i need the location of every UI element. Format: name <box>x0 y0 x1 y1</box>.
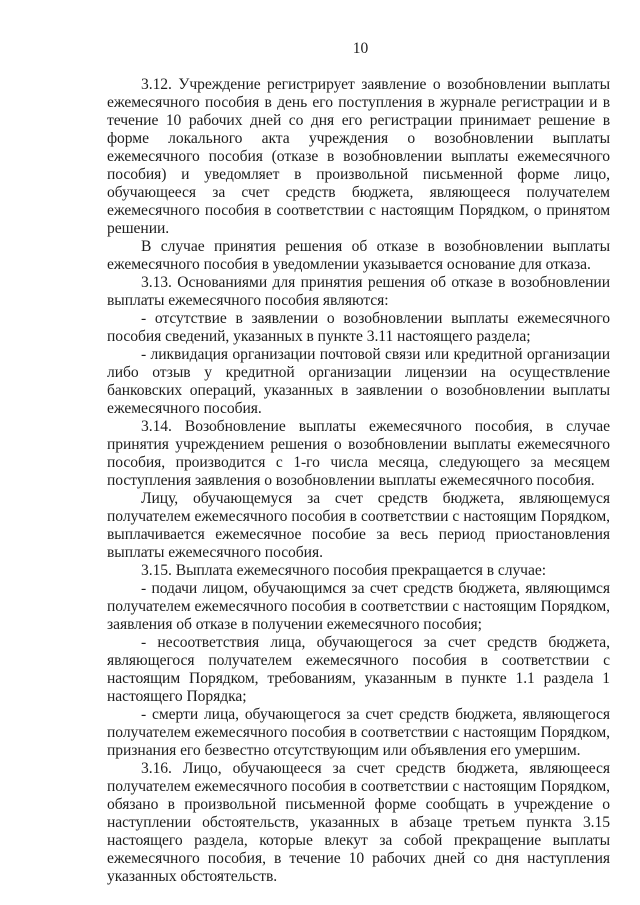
paragraph-3-13: 3.13. Основаниями для принятия решения об отказе в возобновлении выплаты ежемесячного пособия являются: <box>107 274 610 309</box>
paragraph-3-14: 3.14. Возобновление выплаты ежемесячного пособия, в случае принятия учреждением решения о возобновлении выплаты ежемесячного пособия, производится с 1-го числа месяца, следующего за месяцем поступления заявления о возобновлении выплаты ежемесячного пособия. <box>107 418 610 489</box>
paragraph-3-15: 3.15. Выплата ежемесячного пособия прекращается в случае: <box>141 562 546 579</box>
list-item-death: - смерти лица, обучающегося за счет средств бюджета, являющегося получателем ежемесячного пособия в соответствии с настоящим Порядком, признания его безвестно отсутствующим или объявления его умершим. <box>107 706 610 759</box>
document-page <box>107 40 610 890</box>
paragraph-suspension-payment: Лицу, обучающемуся за счет средств бюджета, являющемуся получателем ежемесячного пособия в соответствии с настоящим Порядком, выплачивается ежемесячное пособие за весь период приостановления выплаты ежемесячного пособия. <box>107 490 610 561</box>
list-item-nonconformity: - несоответствия лица, обучающегося за счет средств бюджета, являющегося получателем ежемесячного пособия в соответствии с настоящим Порядком, требованиям, указанным в пункте 1.1 раздела 1 настоящего Порядка; <box>107 634 610 705</box>
page-number: 10 <box>352 40 369 57</box>
list-item-refusal-application: - подачи лицом, обучающимся за счет средств бюджета, являющимся получателем ежемесячного пособия в соответствии с настоящим Порядком, заявления об отказе в получении ежемесячного пособия; <box>107 580 610 633</box>
paragraph-3-16: 3.16. Лицо, обучающееся за счет средств бюджета, являющееся получателем ежемесячного пособия в соответствии с настоящим Порядком, обязано в произвольной письменной форме сообщать в учреждение о наступлении обстоятельств, указанных в абзаце третьем пункта 3.15 настоящего раздела, которые влекут за собой прекращение выплаты ежемесячного пособия, в течение 10 рабочих дней со дня наступления указанных обстоятельств. <box>107 760 610 885</box>
paragraph-refusal-notice: В случае принятия решения об отказе в возобновлении выплаты ежемесячного пособия в уведомлении указывается основание для отказа. <box>107 238 610 273</box>
paragraph-3-12: 3.12. Учреждение регистрирует заявление о возобновлении выплаты ежемесячного пособия в день его поступления в журнале регистрации и в течение 10 рабочих дней со дня его регистрации принимает решение в форме локального акта учреждения о возобновлении выплаты ежемесячного пособия (отказе в возобновлении выплаты ежемесячного пособия) и уведомляет в произвольной письменной форме лицо, обучающееся за счет средств бюджета, являющееся получателем ежемесячного пособия в соответствии с настоящим Порядком, о принятом решении. <box>107 76 610 237</box>
list-item-liquidation: - ликвидация организации почтовой связи или кредитной организации либо отзыв у кредитной организации лицензии на осуществление банковских операций, указанных в заявлении о возобновлении выплаты ежемесячного пособия. <box>107 346 610 417</box>
list-item-missing-info: - отсутствие в заявлении о возобновлении выплаты ежемесячного пособия сведений, указанных в пункте 3.11 настоящего раздела; <box>107 310 610 345</box>
